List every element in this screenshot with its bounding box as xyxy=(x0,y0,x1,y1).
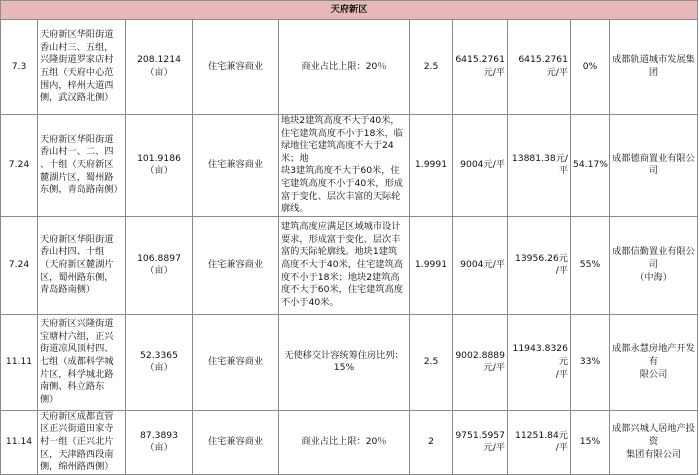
location-cell: 天府新区华阳街道 香山村四、十组 （天府新区麓湖片 区，蜀州路东侧， 青岛路南侧） xyxy=(38,216,126,314)
buyer-cell: 成都轨道城市发展集团 xyxy=(610,20,698,115)
far-cell: 2.5 xyxy=(410,314,453,410)
far-cell: 2.5 xyxy=(410,20,453,115)
far-cell: 1.9991 xyxy=(410,115,453,217)
table-row xyxy=(1,115,698,217)
table-row xyxy=(1,20,698,115)
area-cell: 52.3365 （亩） xyxy=(126,314,193,410)
buyer-cell: 成都永慧房地产开发有 限公司 xyxy=(610,314,698,410)
buyer-cell: 成都德商置业有限公司 xyxy=(610,115,698,217)
land-use-cell: 住宅兼容商业 xyxy=(193,20,279,115)
start-price-cell: 9004元/平 xyxy=(453,115,508,217)
premium-rate-cell: 54.17% xyxy=(571,115,610,217)
land-use-cell: 住宅兼容商业 xyxy=(193,115,279,217)
requirements-cell: 商业占比上限：20％ xyxy=(279,410,410,474)
land-use-cell: 住宅兼容商业 xyxy=(193,410,279,474)
date-cell: 11.14 xyxy=(1,410,38,474)
start-price-cell: 9002.8889 元/平 xyxy=(453,314,508,410)
location-cell: 天府新区成都直管 区正兴街道田家寺 村一组（正兴北片 区，天津路西段南 侧，绵州路西侧） xyxy=(38,410,126,474)
deal-price-cell: 11943.8326元 /平 xyxy=(508,314,571,410)
far-cell: 2 xyxy=(410,410,453,474)
premium-rate-cell: 15% xyxy=(571,410,610,474)
location-cell: 天府新区华阳街道 香山村三、五组， 兴隆街道罗家店村 五组（天府中心范 围内，梓州大道西 侧，武汉路北侧） xyxy=(38,20,126,115)
deal-price-cell: 13956.26元 /平 xyxy=(508,216,571,314)
date-cell: 11.11 xyxy=(1,314,38,410)
start-price-cell: 9004元/平 xyxy=(453,216,508,314)
area-cell: 106.8897 （亩） xyxy=(126,216,193,314)
area-cell: 101.9186 （亩） xyxy=(126,115,193,217)
location-cell: 天府新区兴隆街道 宝塘村六组，正兴 街道凉风顶村四、 七组（成都科学城 片区，科学城北路 南侧、科立路东 侧） xyxy=(38,314,126,410)
requirements-cell: 地块2建筑高度不大于40米， 住宅建筑高度不小于18米，临 绿地住宅建筑高度不大于24米；地 块3建筑高度不大于60米，住 宅建筑高度不小于40米，形成 富于变化、层次丰富的天际轮 廓线。 xyxy=(279,115,410,217)
deal-price-cell: 6415.2761 元/平 xyxy=(508,20,571,115)
area-cell: 208.1214 （亩） xyxy=(126,20,193,115)
table-header-row xyxy=(1,1,698,20)
deal-price-cell: 13881.38元/平 xyxy=(508,115,571,217)
far-cell: 1.9991 xyxy=(410,216,453,314)
requirements-cell: 建筑高度应满足区域城市设计 要求，形成富于变化、层次丰 富的天际轮廓线。地块1建筑 高度不大于40米，住宅建筑高 度不小于18米；地块2建筑高 度不大于60米，住宅建筑高度 不小于40米。 xyxy=(279,216,410,314)
area-cell: 87.3893 （亩） xyxy=(126,410,193,474)
requirements-cell: 商业占比上限：20％ xyxy=(279,20,410,115)
buyer-cell: 成都信勤置业有限公司 （中海） xyxy=(610,216,698,314)
table-row xyxy=(1,314,698,410)
land-use-cell: 住宅兼容商业 xyxy=(193,216,279,314)
buyer-cell: 成都兴城人居地产投资 集团有限公司 xyxy=(610,410,698,474)
requirements-cell: 无使移交计容统筹住房比列： 15% xyxy=(279,314,410,410)
region-header: 天府新区 xyxy=(1,1,698,20)
date-cell: 7.24 xyxy=(1,115,38,217)
table-row xyxy=(1,410,698,474)
deal-price-cell: 11251.84元 /平 xyxy=(508,410,571,474)
premium-rate-cell: 55% xyxy=(571,216,610,314)
date-cell: 7.24 xyxy=(1,216,38,314)
start-price-cell: 6415.2761 元/平 xyxy=(453,20,508,115)
date-cell: 7.3 xyxy=(1,20,38,115)
premium-rate-cell: 0% xyxy=(571,20,610,115)
land-use-cell: 住宅兼容商业 xyxy=(193,314,279,410)
start-price-cell: 9751.5957 元/平 xyxy=(453,410,508,474)
table-row xyxy=(1,216,698,314)
premium-rate-cell: 33% xyxy=(571,314,610,410)
location-cell: 天府新区华阳街道 香山村一、二、四 、十组（天府新区 麓湖片区，蜀州路 东侧，青岛路南侧） xyxy=(38,115,126,217)
